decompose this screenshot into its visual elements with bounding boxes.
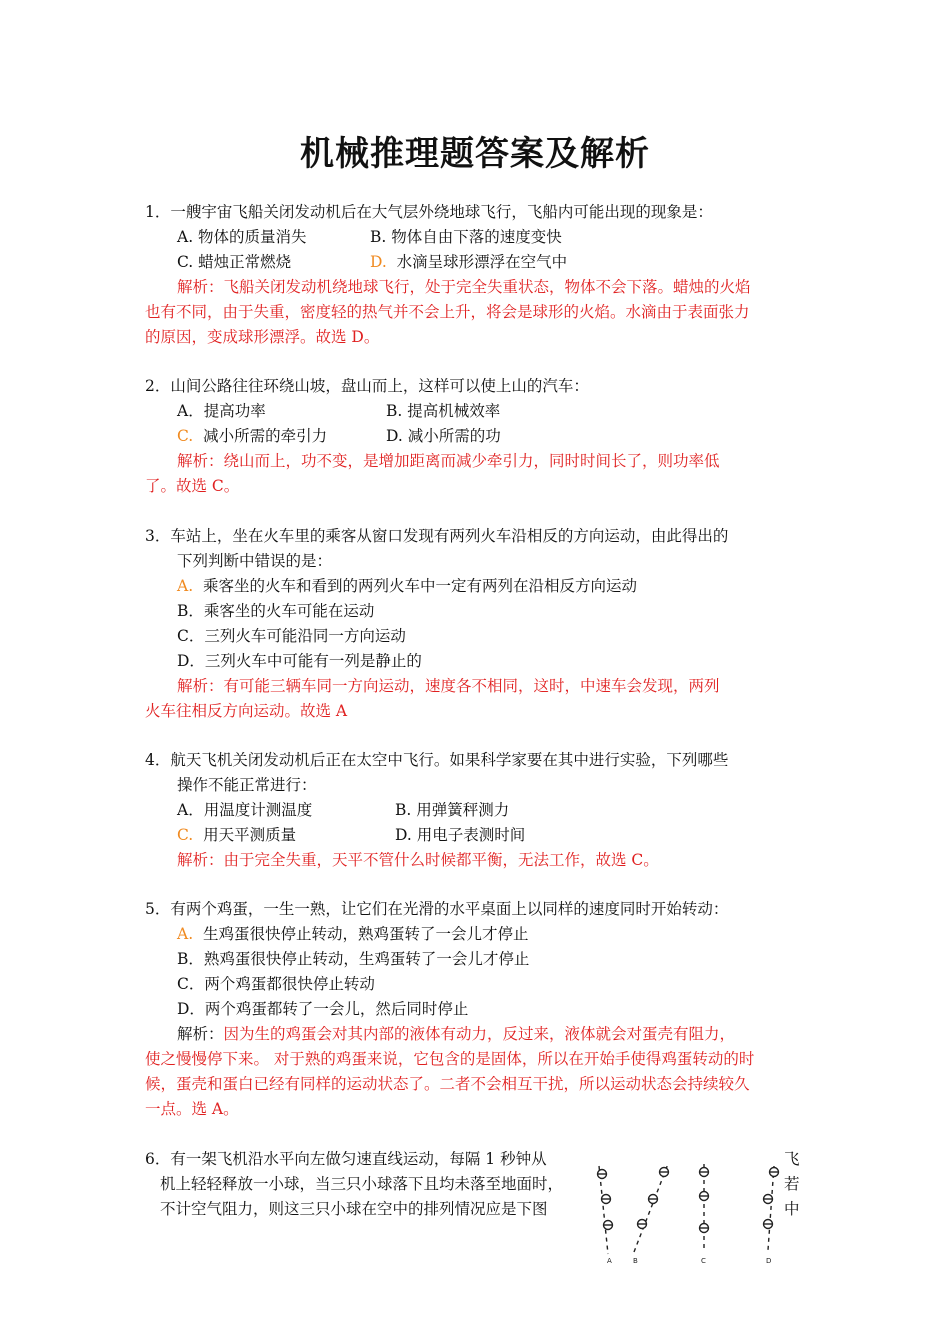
q5-option-d: D．两个鸡蛋都转了一会儿，然后同时停止: [177, 1000, 469, 1018]
figure-option-a: [598, 1166, 613, 1254]
q2-option-b: B. 提高机械效率: [386, 402, 501, 420]
figure-option-b: [634, 1164, 669, 1252]
q6-side-text-2: 若: [784, 1175, 800, 1193]
q1-option-d: [370, 252, 567, 272]
q5-explanation-1: [177, 1024, 735, 1044]
q3-option-c: C．三列火车可能沿同一方向运动: [177, 627, 406, 645]
q4-option-a: A．用温度计测温度: [177, 801, 313, 819]
q1-answer-letter: D.: [370, 253, 387, 271]
q5-answer-letter: A.: [177, 925, 194, 943]
q5-explanation-label: 解析：: [177, 1025, 224, 1043]
q1-option-a: A. 物体的质量消失: [177, 228, 307, 246]
q2-option-a: A．提高功率: [177, 402, 266, 420]
q1-option-d-text: 水滴呈球形漂浮在空气中: [396, 253, 568, 271]
q1-stem: 1．一艘宇宙飞船关闭发动机后在大气层外绕地球飞行，飞船内可能出现的现象是：: [145, 203, 713, 221]
q4-explanation-1: 解析：由于完全失重，天平不管什么时候都平衡，无法工作，故选 C。: [177, 851, 659, 869]
q3-option-b: B．乘客坐的火车可能在运动: [177, 602, 375, 620]
figure-option-d: [764, 1166, 779, 1250]
q2-option-d: D. 减小所需的功: [386, 427, 501, 445]
q3-option-a: [177, 576, 637, 596]
q6-stem-2: 机上轻轻释放一小球，当三只小球落下且均未落至地面时，: [160, 1175, 564, 1193]
page-title: 机械推理题答案及解析: [300, 134, 650, 174]
q3-answer-letter: A.: [177, 577, 194, 595]
q6-stem-3: 不计空气阻力，则这三只小球在空中的排列情况应是下图: [160, 1200, 548, 1218]
q2-option-c-text: 减小所需的牵引力: [203, 427, 328, 445]
figure-option-c: [700, 1164, 709, 1250]
q5-option-c: C．两个鸡蛋都很快停止转动: [177, 975, 375, 993]
q6-side-text-1: 飞: [784, 1150, 800, 1168]
figure-label-c: C: [701, 1257, 706, 1265]
q1-option-b: B. 物体自由下落的速度变快: [370, 228, 562, 246]
q4-option-c: [177, 825, 296, 845]
q4-option-b: B. 用弹簧秤测力: [395, 801, 510, 819]
q4-stem-1: 4．航天飞机关闭发动机后正在太空中飞行。如果科学家要在其中进行实验，下列哪些: [145, 751, 729, 769]
q2-explanation-2: 了。故选 C。: [145, 477, 240, 495]
figure-label-b: B: [633, 1257, 638, 1265]
q4-option-c-text: 用天平测质量: [203, 826, 297, 844]
q3-stem-1: 3．车站上，坐在火车里的乘客从窗口发现有两列火车沿相反的方向运动，由此得出的: [145, 527, 729, 545]
q5-explanation-3: 候，蛋壳和蛋白已经有同样的运动状态了。二者不会相互干扰，所以运动状态会持续较久: [145, 1075, 750, 1093]
q5-option-a: [177, 924, 529, 944]
figure-label-d: D: [766, 1257, 772, 1265]
q1-explanation-3: 的原因，变成球形漂浮。故选 D。: [145, 328, 380, 346]
q3-explanation-1: 解析：有可能三辆车同一方向运动，速度各不相同，这时，中速车会发现，两列: [177, 677, 720, 695]
q2-stem: 2．山间公路往往环绕山坡，盘山而上，这样可以使上山的汽车：: [145, 377, 589, 395]
q4-answer-letter: C.: [177, 826, 194, 844]
q5-stem: 5．有两个鸡蛋，一生一熟，让它们在光滑的水平桌面上以同样的速度同时开始转动：: [145, 900, 729, 918]
q5-option-b: B．熟鸡蛋很快停止转动，生鸡蛋转了一会儿才停止: [177, 950, 530, 968]
q4-stem-2: 操作不能正常进行：: [177, 776, 317, 794]
q5-explanation-text: 因为生的鸡蛋会对其内部的液体有动力，反过来，液体就会对蛋壳有阻力，: [223, 1025, 736, 1043]
q1-option-c: C. 蜡烛正常燃烧: [177, 253, 292, 271]
q6-side-text-3: 中: [784, 1200, 800, 1218]
q5-explanation-2: 使之慢慢停下来。 对于熟的鸡蛋来说，它包含的是固体，所以在开始手使得鸡蛋转动的时: [145, 1050, 755, 1068]
q5-option-a-text: 生鸡蛋很快停止转动，熟鸡蛋转了一会儿才停止: [202, 925, 529, 943]
q6-stem-1: 6．有一架飞机沿水平向左做匀速直线运动，每隔 1 秒钟从: [145, 1150, 547, 1168]
figure-label-a: A: [607, 1257, 612, 1265]
q5-explanation-4: 一点。选 A。: [145, 1100, 239, 1118]
q3-stem-2: 下列判断中错误的是：: [177, 552, 333, 570]
q3-explanation-2: 火车往相反方向运动。故选 A: [145, 702, 348, 720]
q4-option-d: D. 用电子表测时间: [395, 826, 526, 844]
q2-option-c: [177, 426, 327, 446]
q6-figure: [588, 1152, 788, 1272]
q3-option-d: D．三列火车中可能有一列是静止的: [177, 652, 422, 670]
q1-explanation-2: 也有不同，由于失重，密度轻的热气并不会上升，将会是球形的火焰。水滴由于表面张力: [145, 303, 750, 321]
q3-option-a-text: 乘客坐的火车和看到的两列火车中一定有两列在沿相反方向运动: [202, 577, 637, 595]
q1-explanation-1: 解析：飞船关闭发动机绕地球飞行，处于完全失重状态，物体不会下落。蜡烛的火焰: [177, 278, 751, 296]
q2-explanation-1: 解析：绕山而上，功不变，是增加距离而减少牵引力，同时时间长了，则功率低: [177, 452, 720, 470]
q2-answer-letter: C.: [177, 427, 194, 445]
